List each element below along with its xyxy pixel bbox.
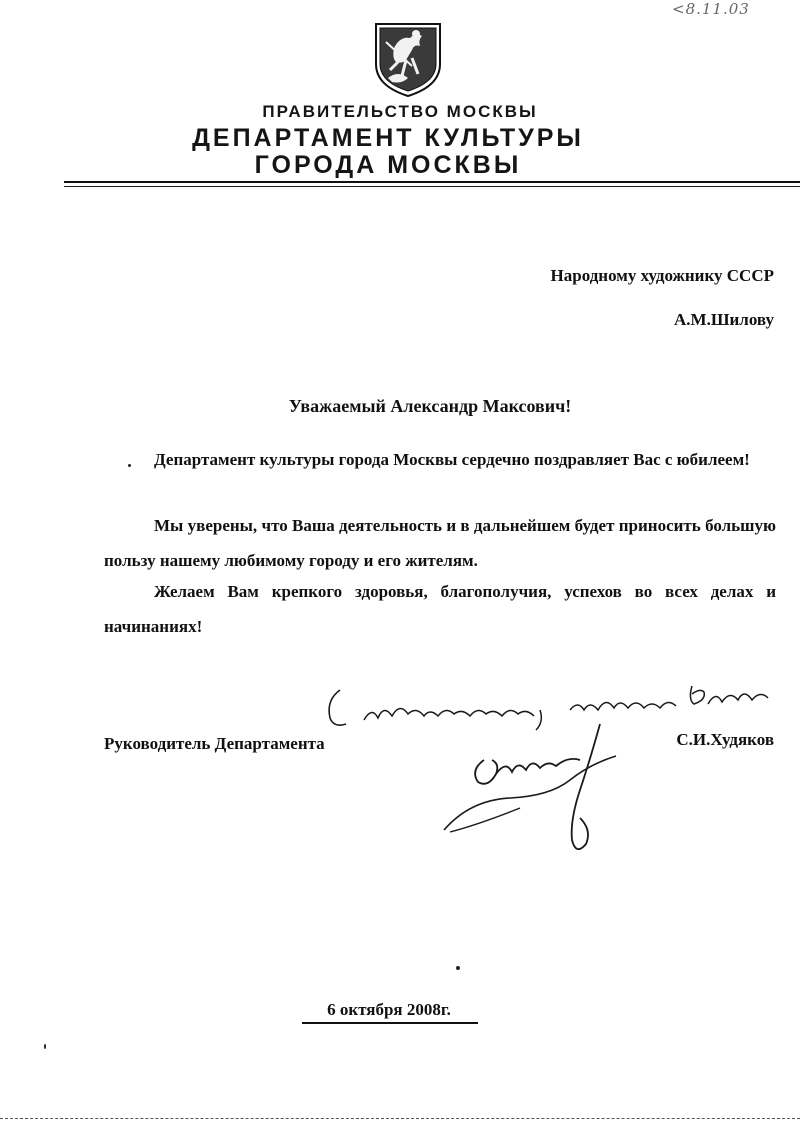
addressee-name: А.М.Шилову [674,310,774,329]
header-rule [64,181,800,183]
scan-speck [456,966,460,970]
city-name: ГОРОДА МОСКВЫ [254,151,522,179]
paragraph-congratulation: Департамент культуры города Москвы сердечно поздравляет Вас с юбилеем! [154,450,750,469]
paragraph-confidence: Мы уверены, что Ваша деятельность и в дальнейшем будет приносить большую пользу нашему любимому городу и его жителям. [104,516,776,570]
department-name: ДЕПАРТАМЕНТ КУЛЬТУРЫ [192,124,584,152]
paragraph-wishes: Желаем Вам крепкого здоровья, благополучия, успехов во всех делах и начинаниях! [104,582,776,636]
date-underline [302,1022,478,1024]
signatory-name: С.И.Худяков [676,730,774,749]
scan-speck [128,464,131,467]
addressee-title: Народному художнику СССР [550,266,774,285]
signature-icon [440,720,630,860]
signatory-position: Руководитель Департамента [104,734,325,753]
header-rule-thin [64,186,800,187]
corner-note: <8.11.03 [672,0,750,18]
scan-speck [44,1044,46,1049]
letter-date: 6 октября 2008г. [327,1000,451,1019]
scan-edge-line [0,1118,800,1119]
moscow-coat-of-arms-icon [372,18,444,98]
salutation: Уважаемый Александр Максович! [288,396,572,416]
government-name: ПРАВИТЕЛЬСТВО МОСКВЫ [262,102,538,121]
